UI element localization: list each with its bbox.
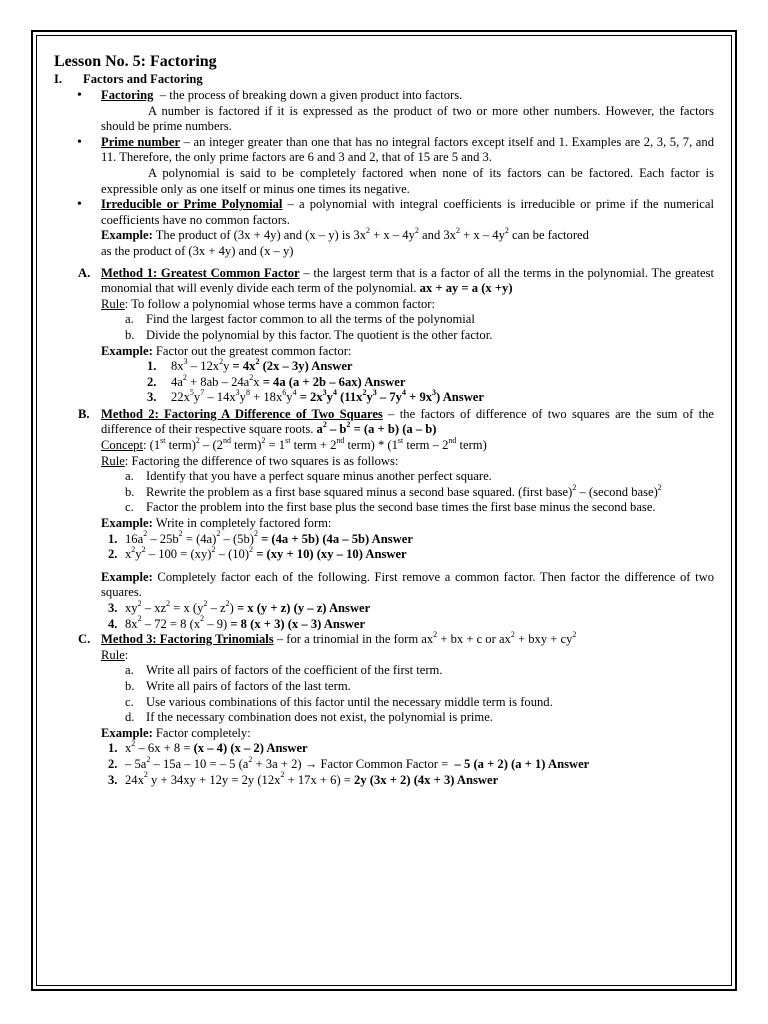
rule-text: : Factoring the difference of two squares is as follows:: [124, 453, 399, 468]
method-c-step: [101, 679, 714, 695]
term-irreducible: Irreducible or Prime Polynomial: [101, 197, 283, 212]
method-letter: C.: [78, 632, 91, 647]
item-number: 2.: [147, 374, 157, 389]
method-c-item-3: [101, 770, 714, 789]
answer-label: Answer: [371, 531, 413, 546]
math-expression: – $5a^2 - 15a - 10$ = – 5 $(a^2 + 3a + 2)$ → Factor Common Factor = – 5 (a + 2) (a + 1) Answer: [125, 754, 590, 771]
method-b-concept: Concept: (1st term)$^2$ – (2nd term)$^2$ = 1st term + 2nd term) * (1st term – 2nd term): [101, 435, 487, 453]
rule-text: : To follow a polynomial whose terms have a common factor:: [124, 296, 435, 311]
step-letter: c.: [125, 500, 134, 515]
bullet-factoring: [54, 88, 714, 135]
definition-text: – an integer greater than one that has no integral factors except itself and 1. Examples are 2, 3, 5, 7, and 11. Therefore, the only prime factors are 6 and 3 and 2, that of 15 are 5 and 3.: [101, 134, 714, 165]
method-b: [54, 407, 714, 632]
section-numeral: I.: [54, 72, 63, 86]
method-b-step: [101, 469, 714, 485]
method-b-desc: – the factors of difference of two squares are the sum of the difference of their respective square roots.: [101, 406, 714, 437]
method-b-title: Method 2: Factoring A Difference of Two Squares: [101, 406, 383, 421]
method-c-desc: – for a trinomial in the form ax: [273, 632, 434, 647]
method-a-desc: – the largest term that is a factor of all the terms in the polynomial. The greatest monomial that will evenly divide each term of the polynomial.: [101, 265, 714, 296]
bullet-dot: •: [77, 134, 82, 150]
step-text: Find the largest factor common to all the terms of the polynomial: [146, 312, 475, 327]
step-text: Write all pairs of factors of the coefficient of the first term.: [146, 663, 443, 678]
step-text-part: Rewrite the problem as a first base squared minus a second base squared. (first base): [146, 484, 573, 499]
method-b-item-4: [101, 614, 714, 633]
answer-label: Answer: [442, 390, 484, 405]
example-text: The product of (3x + 4y) and (x – y) is 3x: [152, 228, 367, 243]
step-text: Identify that you have a perfect square minus another perfect square.: [146, 469, 492, 484]
section-heading: [54, 72, 714, 88]
arrow-text: → Factor Common Factor =: [301, 756, 452, 771]
example-text: can be factored: [508, 228, 589, 243]
method-a-item-1: [101, 356, 714, 375]
example-text: and 3x: [418, 228, 456, 243]
method-b-step: [101, 500, 714, 516]
method-c-description: Method 3: Factoring Trinomials – for a trinomial in the form $ax^2$ + bx + c or $ax^2$ + bxy + $cy^2$: [101, 630, 577, 647]
method-a-rule: [101, 297, 714, 313]
method-letter: B.: [78, 406, 90, 421]
step-letter: a.: [125, 312, 134, 327]
method-c: [54, 632, 714, 788]
step-letter: b.: [125, 327, 135, 342]
math-expression: $8x^2 - 72 = 8$ $(x^2 - 9) = 8$ (x + 3) (x – 3) Answer: [125, 614, 366, 631]
rule-label: Rule: [101, 453, 125, 468]
example-label: Example:: [101, 725, 153, 740]
math-expression: $x^2 - 6x + 8 = (x - 4)$ (x – 2) Answer: [125, 739, 308, 756]
step-letter: c.: [125, 694, 134, 709]
answer-label: Answer: [328, 601, 371, 615]
example-text: Factor out the greatest common factor:: [152, 343, 352, 358]
example-text: Write in completely factored form:: [152, 516, 332, 531]
definition-text: – the process of breaking down a given product into factors.: [156, 88, 463, 102]
example-label: Example:: [101, 516, 153, 531]
math-expression: $16a^2 - 25b^2 = (4a)^2 - (5b)^2 = (4a + 5b)$ (4a – 5b) Answer: [125, 529, 413, 546]
method-a-step: [101, 328, 714, 344]
definition-text: – a polynomial with integral coefficients is irreducible or prime if the numerical coefficients have no common factors.: [101, 197, 714, 227]
item-number: 1.: [108, 741, 118, 756]
method-a-example: [101, 344, 714, 360]
bullet-dot: •: [77, 197, 82, 213]
section-title: Factors and Factoring: [83, 72, 203, 86]
math-expression: $22x^5y^7 - 14x^3y^8 + 18x^6y^4 = 2x^3y^4$ $(11x^2y^3 - 7y^4 + 9x^3)$ Answer: [171, 388, 484, 405]
method-c-item-1: [101, 741, 714, 757]
method-c-example: [101, 726, 714, 742]
concept-label: Concept: [101, 438, 143, 453]
method-a-title: Method 1: Greatest Common Factor: [101, 265, 300, 280]
method-c-step: [101, 695, 714, 711]
method-c-step: [101, 663, 714, 679]
rule-label: Rule: [101, 296, 125, 311]
step-letter: b.: [125, 678, 135, 693]
method-letter: A.: [78, 265, 91, 280]
lesson-title: Lesson No. 5: Factoring: [54, 53, 217, 70]
answer-label: Answer: [456, 772, 499, 787]
math-expression: $24x^2$ y + 34xy + 12y = 2y $(12x^2 + 17x + 6) = 2y$ (3x + 2) (4x + 3) Answer: [125, 770, 499, 787]
irreducible-example: Example: The product of (3x + 4y) and (x – y) is $3x^2 + x - 4y^2$ and $3x^2 + x - 4y^2$ can be factored: [101, 226, 589, 243]
example-text: + x – 4y: [459, 228, 505, 243]
answer-label: Answer: [547, 756, 590, 771]
method-c-step: [101, 710, 714, 726]
example-label: Example:: [101, 228, 153, 243]
step-text: Use various combinations of this factor until the necessary middle term is found.: [146, 694, 553, 709]
factoring-definition: [101, 88, 714, 104]
answer-label: Answer: [365, 547, 407, 562]
item-number: 1.: [147, 359, 157, 374]
step-text: Write all pairs of factors of the last term.: [146, 678, 351, 693]
math-expression: $xy^2 - xz^2 = x$ $(y^2 - z^2) = x$ (y + z) (y – z) Answer: [125, 598, 371, 615]
bullet-prime-number: [54, 135, 714, 197]
item-number: 4.: [108, 616, 118, 631]
method-b-item-2: [101, 547, 714, 563]
step-letter: b.: [125, 484, 135, 499]
example-text: Factor completely:: [152, 725, 251, 740]
method-c-item-2: [101, 754, 714, 773]
answer-label: Answer: [323, 616, 366, 631]
method-c-title: Method 3: Factoring Trinomials: [101, 632, 274, 647]
irreducible-definition: [101, 197, 714, 228]
step-text: If the necessary combination does not exist, the polynomial is prime.: [146, 710, 493, 725]
item-number: 3.: [108, 772, 118, 787]
bullet-irreducible: [54, 197, 714, 259]
method-a-item-3: [101, 390, 714, 406]
step-text: Rewrite the problem as a first base squared minus a second base squared. (first base)$^2$ – (second base)$^2$: [146, 482, 662, 499]
step-letter: a.: [125, 469, 134, 484]
irreducible-example-line2: as the product of (3x + 4y) and (x – y): [101, 243, 294, 258]
example-label: Example:: [101, 343, 153, 358]
method-b-example: [101, 516, 714, 532]
math-expression: $x^2y^2 - 100 = (xy)^2 - (10)^2 = (xy + 10)$ (xy – 10) Answer: [125, 545, 407, 562]
math-expression: $4a^2 + 8ab - 24a^2x = 4a$ (a + 2b – 6ax) Answer: [171, 372, 406, 389]
math-expression: $8x^3 - 12x^2y = 4x^2$ (2x – 3y) Answer: [171, 356, 353, 374]
item-number: 2.: [108, 547, 118, 562]
example-text: Completely factor each of the following. First remove a common factor. Then factor the difference of two squares.: [101, 569, 714, 600]
term-prime-number: Prime number: [101, 134, 181, 149]
answer-label: Answer: [266, 741, 308, 756]
method-a-formula: ax + ay = a (x +y): [419, 281, 513, 296]
item-number: 1.: [108, 531, 118, 546]
bullet-dot: •: [77, 88, 82, 103]
item-number: 3.: [108, 601, 118, 615]
method-c-rule: Rule:: [101, 647, 129, 662]
example-text: + x – 4y: [370, 228, 415, 243]
step-letter: d.: [125, 710, 135, 725]
term-factoring: Factoring: [101, 88, 154, 102]
item-number: 3.: [147, 390, 157, 405]
item-number: 2.: [108, 756, 118, 771]
method-b-example-2: [101, 570, 714, 601]
factoring-paragraph: A number is factored if it is expressed as the product of two or more other numbers. However, the factors should be prime numbers.: [101, 103, 714, 134]
prime-number-paragraph: A polynomial is said to be completely factored when none of its factors can be factored. Each factor is expressible only as one itself or minus one times its negative.: [101, 165, 714, 196]
step-letter: a.: [125, 663, 134, 678]
method-a-description: [101, 266, 714, 297]
answer-label: Answer: [364, 374, 406, 389]
method-b-rule: [101, 454, 714, 470]
answer-label: Answer: [311, 359, 353, 374]
method-b-item-3: [101, 598, 714, 617]
step-text-part: – (second base): [576, 484, 658, 499]
document-body: [54, 52, 714, 788]
method-b-description: Method 2: Factoring A Difference of Two Squares – the factors of difference of two squares are the sum of the difference of their respective square roots. $a^2 - b^2 = (a + b)$ (a – b): [101, 406, 714, 437]
method-a: [54, 266, 714, 406]
method-a-step: [101, 312, 714, 328]
step-text: Factor the problem into the first base plus the second base times the first base minus the second base.: [146, 500, 656, 515]
step-text: Divide the polynomial by this factor. The quotient is the other factor.: [146, 327, 493, 342]
example-label: Example:: [101, 569, 153, 584]
rule-label: Rule: [101, 647, 125, 662]
method-b-item-1: [101, 529, 714, 548]
prime-number-definition: [101, 135, 714, 166]
method-b-step: [101, 482, 714, 501]
